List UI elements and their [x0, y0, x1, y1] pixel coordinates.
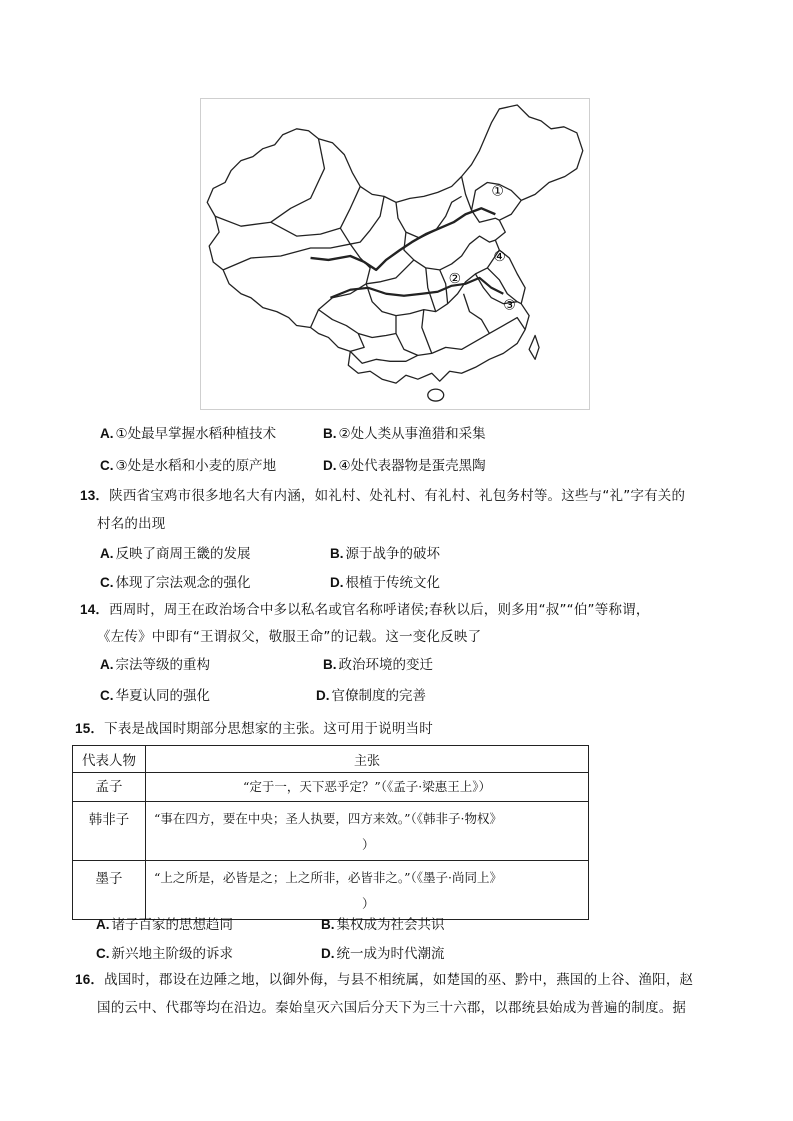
option-label: B.	[323, 657, 337, 672]
q15-option-a	[96, 913, 233, 933]
table-cell-person: 墨子	[73, 861, 146, 920]
china-map-figure	[200, 98, 590, 410]
option-label: D.	[330, 575, 344, 590]
q15-option-b	[321, 913, 445, 933]
q14-option-d	[316, 684, 426, 704]
option-text: 体现了宗法观念的强化	[115, 575, 251, 591]
question-text: 战国时，郡设在边陲之地，以御外侮，与县不相统属，如楚国的巫、黔中，燕国的上谷、渔阳，赵	[104, 972, 694, 988]
table-cell-person: 韩非子	[73, 802, 146, 861]
option-text: 源于战争的破坏	[345, 546, 440, 562]
q13-stem-line1	[80, 484, 685, 504]
option-text: 反映了商周王畿的发展	[115, 546, 251, 562]
q13-option-a	[100, 542, 251, 562]
question-text: 西周时，周王在政治场合中多以私名或官名称呼诸侯;春秋以后，则多用“叔”“伯”等称谓，	[109, 602, 650, 618]
option-label: A.	[96, 917, 110, 932]
q12-option-d	[323, 454, 486, 474]
option-label: D.	[321, 946, 335, 961]
q14-option-b	[323, 653, 433, 673]
option-text: 政治环境的变迁	[338, 657, 433, 673]
option-text: 集权成为社会共识	[336, 917, 445, 933]
option-label: A.	[100, 546, 114, 561]
table-cell-claim	[146, 861, 589, 920]
claim-line2: ）	[362, 896, 375, 911]
q13-stem-line2: 村名的出现	[97, 516, 166, 532]
option-text: 新兴地主阶级的诉求	[111, 946, 233, 962]
q13-option-c	[100, 571, 251, 591]
q12-option-c	[100, 454, 276, 474]
option-text: ①处最早掌握水稻种植技术	[115, 426, 277, 442]
claim-line1: “上之所是，必皆是之；上之所非，必皆非之。”（《墨子·尚同上》	[154, 870, 503, 885]
q16-stem-line1	[75, 968, 693, 988]
q16-stem-line2: 国的云中、代郡等均在沿边。秦始皇灭六国后分天下为三十六郡，以郡统县始成为普遍的制度。据	[97, 1000, 687, 1016]
option-text: ②处人类从事渔猎和采集	[338, 426, 486, 442]
option-text: 华夏认同的强化	[115, 688, 210, 704]
q14-stem-line1	[80, 598, 650, 618]
option-label: C.	[100, 575, 114, 590]
q15-stem-line1	[75, 717, 433, 737]
option-label: D.	[316, 688, 330, 703]
q14-option-c	[100, 684, 210, 704]
table-row	[73, 861, 589, 920]
claim-line1: “事在四方，要在中央；圣人执要，四方来效。”（《韩非子·物权》	[154, 811, 503, 826]
map-marker-1: ①	[491, 183, 504, 200]
q15-option-d	[321, 942, 445, 962]
table-row	[73, 802, 589, 861]
option-text: ④处代表器物是蛋壳黑陶	[338, 458, 486, 474]
table-header-person: 代表人物	[73, 746, 146, 773]
option-text: 宗法等级的重构	[115, 657, 210, 673]
question-text: 下表是战国时期部分思想家的主张。这可用于说明当时	[104, 721, 433, 737]
option-text: 诸子百家的思想趋同	[111, 917, 233, 933]
question-number: 14．	[80, 602, 110, 617]
option-label: B.	[321, 917, 335, 932]
q14-stem-line2: 《左传》中即有“王谓叔父，敬服王命”的记载。这一变化反映了	[97, 629, 482, 645]
option-label: A.	[100, 657, 114, 672]
map-marker-3: ③	[503, 297, 516, 314]
table-cell-claim	[146, 802, 589, 861]
table-cell-person: 孟子	[73, 773, 146, 802]
china-outline	[207, 105, 583, 383]
question-number: 16．	[75, 972, 105, 987]
table-header-claim: 主张	[146, 746, 589, 773]
option-text: ③处是水稻和小麦的原产地	[115, 458, 277, 474]
option-label: B.	[330, 546, 344, 561]
question-number: 15．	[75, 721, 105, 736]
q12-option-a	[100, 422, 276, 442]
option-text: 统一成为时代潮流	[336, 946, 445, 962]
q15-option-c	[96, 942, 233, 962]
china-map-svg	[201, 99, 589, 409]
table-header-row	[73, 746, 589, 773]
table-row	[73, 773, 589, 802]
option-label: B.	[323, 426, 337, 441]
q14-option-a	[100, 653, 210, 673]
thinkers-table	[72, 745, 589, 920]
option-text: 官僚制度的完善	[331, 688, 426, 704]
option-label: A.	[100, 426, 114, 441]
map-marker-4: ④	[493, 248, 506, 265]
option-label: C.	[100, 688, 114, 703]
option-label: C.	[100, 458, 114, 473]
q13-option-d	[330, 571, 440, 591]
question-text: 陕西省宝鸡市很多地名大有内涵，如礼村、处礼村、有礼村、礼包务村等。这些与“礼”字有关的	[109, 488, 686, 504]
q13-option-b	[330, 542, 440, 562]
claim-line2: ）	[362, 837, 375, 852]
option-label: C.	[96, 946, 110, 961]
option-text: 根植于传统文化	[345, 575, 440, 591]
q12-option-b	[323, 422, 486, 442]
question-number: 13．	[80, 488, 110, 503]
table-cell-claim: “定于一，天下恶乎定？”（《孟子·梁惠王上》）	[146, 773, 589, 802]
option-label: D.	[323, 458, 337, 473]
map-marker-2: ②	[448, 270, 462, 287]
